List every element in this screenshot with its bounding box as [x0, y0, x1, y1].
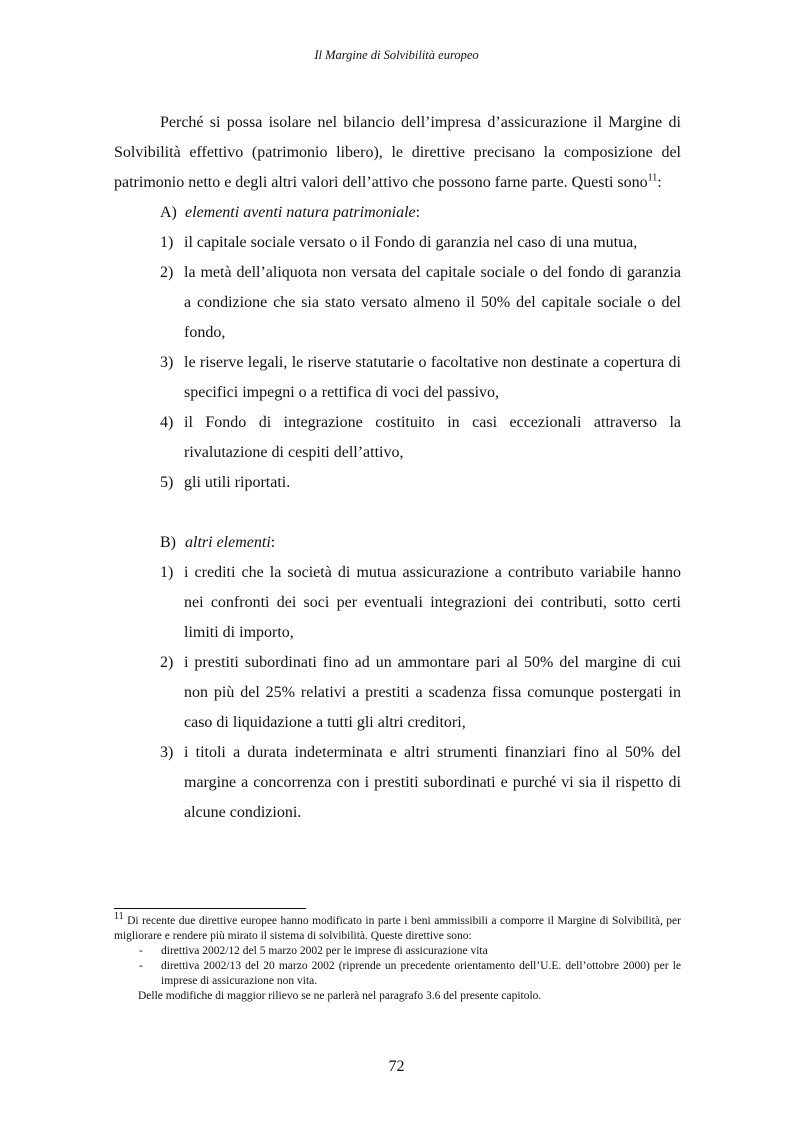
- footnote-list-item: [114, 944, 681, 959]
- list-item: [114, 228, 681, 258]
- section-a-label: A): [160, 204, 177, 221]
- page-number: 72: [388, 1058, 405, 1075]
- intro-paragraph: [114, 108, 681, 198]
- footnote-item-text: direttiva 2002/13 del 20 marzo 2002 (riprende un precedente orientamento dell’U.E. dell’ottobre 2000) per le imprese di assicurazione non vita.: [161, 960, 681, 987]
- item-text: il Fondo di integrazione costituito in casi eccezionali attraverso la rivalutazione di cespiti dell’attivo,: [184, 414, 681, 461]
- footnote-list-item: [114, 959, 681, 989]
- intro-text: Perché si possa isolare nel bilancio dell’impresa d’assicurazione il Margine di Solvibilità effettivo (patrimonio libero), le direttive precisano la composizione del patrimonio netto e degli altri valori dell’attivo che possono farne parte. Questi sono: [114, 114, 681, 191]
- item-number: 2): [160, 654, 174, 671]
- footnote-list: [114, 944, 681, 989]
- footnote-11: [114, 911, 681, 944]
- main-body: [114, 108, 681, 828]
- section-a-list: [114, 228, 681, 498]
- item-text: gli utili riportati.: [184, 474, 291, 491]
- footnote-text: Di recente due direttive europee hanno modificato in parte i beni ammissibili a comporre il Margine di Solvibilità, per migliorare e rendere più mirato il sistema di solvibilità. Queste direttive sono:: [114, 915, 681, 942]
- section-b-label: B): [160, 534, 176, 551]
- footnote-separator: [114, 908, 306, 909]
- item-text: le riserve legali, le riserve statutarie o facoltative non destinate a copertura di specifici impegni o a rettifica di voci del passivo,: [184, 354, 681, 401]
- footnote-reference[interactable]: 11: [647, 172, 658, 184]
- item-text: il capitale sociale versato o il Fondo di garanzia nel caso di una mutua,: [184, 234, 638, 251]
- list-item: [114, 348, 681, 408]
- running-header: Il Margine di Solvibilità europeo: [314, 48, 479, 62]
- item-number: 5): [160, 474, 174, 491]
- section-a-suffix: :: [415, 204, 421, 221]
- footnote-tail: Delle modifiche di maggior rilievo se ne parlerà nel paragrafo 3.6 del presente capitolo.: [138, 990, 542, 1002]
- list-item: [114, 648, 681, 738]
- item-number: 2): [160, 264, 174, 281]
- item-text: i crediti che la società di mutua assicurazione a contributo variabile hanno nei confronti dei soci per eventuali integrazioni dei contributi, sotto certi limiti di importo,: [184, 564, 681, 641]
- section-a-title: elementi aventi natura patrimoniale: [185, 204, 416, 221]
- section-b-heading: [114, 528, 681, 558]
- item-number: 4): [160, 414, 174, 431]
- footnote-item-text: direttiva 2002/12 del 5 marzo 2002 per le imprese di assicurazione vita: [161, 945, 488, 957]
- section-b-title: altri elementi: [185, 534, 271, 551]
- footnote-area: [114, 911, 681, 1004]
- dash-bullet: -: [139, 945, 143, 957]
- item-number: 3): [160, 354, 174, 371]
- section-b-suffix: :: [270, 534, 276, 551]
- list-item: [114, 738, 681, 828]
- list-item: [114, 258, 681, 348]
- section-spacer: [114, 498, 681, 528]
- list-item: [114, 558, 681, 648]
- list-item: [114, 408, 681, 468]
- section-b-list: [114, 558, 681, 828]
- item-text: la metà dell’aliquota non versata del capitale sociale o del fondo di garanzia a condizione che sia stato versato almeno il 50% del capitale sociale o del fondo,: [184, 264, 681, 341]
- footnote-marker: 11: [114, 911, 124, 923]
- item-number: 1): [160, 234, 174, 251]
- intro-suffix: :: [657, 174, 662, 191]
- item-number: 3): [160, 744, 174, 761]
- item-text: i titoli a durata indeterminata e altri strumenti finanziari fino al 50% del margine a concorrenza con i prestiti subordinati e purché vi sia il rispetto di alcune condizioni.: [184, 744, 681, 821]
- dash-bullet: -: [139, 960, 143, 972]
- item-number: 1): [160, 564, 174, 581]
- item-text: i prestiti subordinati fino ad un ammontare pari al 50% del margine di cui non più del 25% relativi a prestiti a scadenza fissa comunque postergati in caso di liquidazione a tutti gli altri creditori,: [184, 654, 681, 731]
- list-item: [114, 468, 681, 498]
- section-a-heading: [114, 198, 681, 228]
